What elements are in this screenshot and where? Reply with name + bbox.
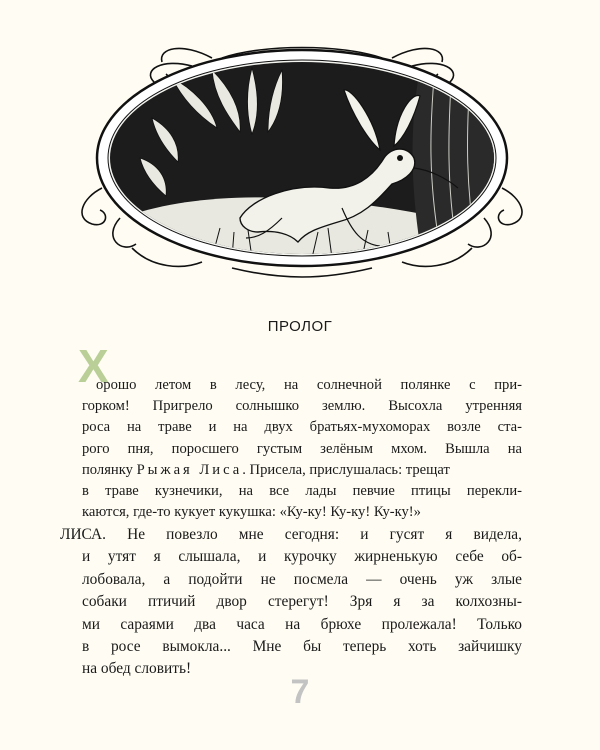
page-number: 7: [290, 673, 310, 711]
dialogue-line: лобовала, а подойти не посмела — очень уж злые: [82, 570, 522, 588]
drop-cap: Х: [78, 340, 109, 392]
prologue-line: рого пня, поросшего густым зелёным мхом. Вышла на: [82, 440, 522, 457]
dialogue-line: и утят я слышала, и курочку жирненькую себе об-: [82, 548, 522, 566]
prologue-line: в траве кузнечики, на все лады певчие птицы перекли-: [82, 483, 522, 500]
prologue-line: орошо летом в лесу, на солнечной полянке с при-: [96, 377, 522, 393]
hare-illustration: [62, 18, 542, 288]
prologue-line: каются, где-то кукует кукушка: «Ку-ку! Ку-ку! Ку-ку!»: [82, 504, 421, 521]
dialogue-line: собаки птичий двор стерегут! Зря я за колхозны-: [82, 593, 522, 611]
chapter-title: ПРОЛОГ: [267, 318, 333, 335]
prologue-fragment: . Присела, прислушалась: трещат: [242, 461, 450, 478]
dialogue-line: в росе вымокла... Мне бы теперь хоть зайчишку: [82, 638, 522, 656]
fox-dialogue: [60, 524, 522, 681]
prologue-line: [82, 460, 522, 481]
dialogue-line: на обед словить!: [82, 660, 192, 678]
character-name: Рыжая Лиса: [136, 461, 243, 478]
dialogue-line: ЛИСА. Не повезло мне сегодня: и гусят я видела,: [60, 526, 522, 543]
dialogue-line: ми сараями два часа на брюхе пролежала! Только: [82, 615, 522, 633]
prologue-paragraph: [82, 375, 522, 523]
prologue-fragment: полянку: [82, 461, 133, 478]
prologue-line: горком! Пригрело солнышко землю. Высохла утренняя: [82, 398, 522, 415]
prologue-line: роса на траве и на двух братьях-мухоморах возле ста-: [82, 419, 522, 436]
